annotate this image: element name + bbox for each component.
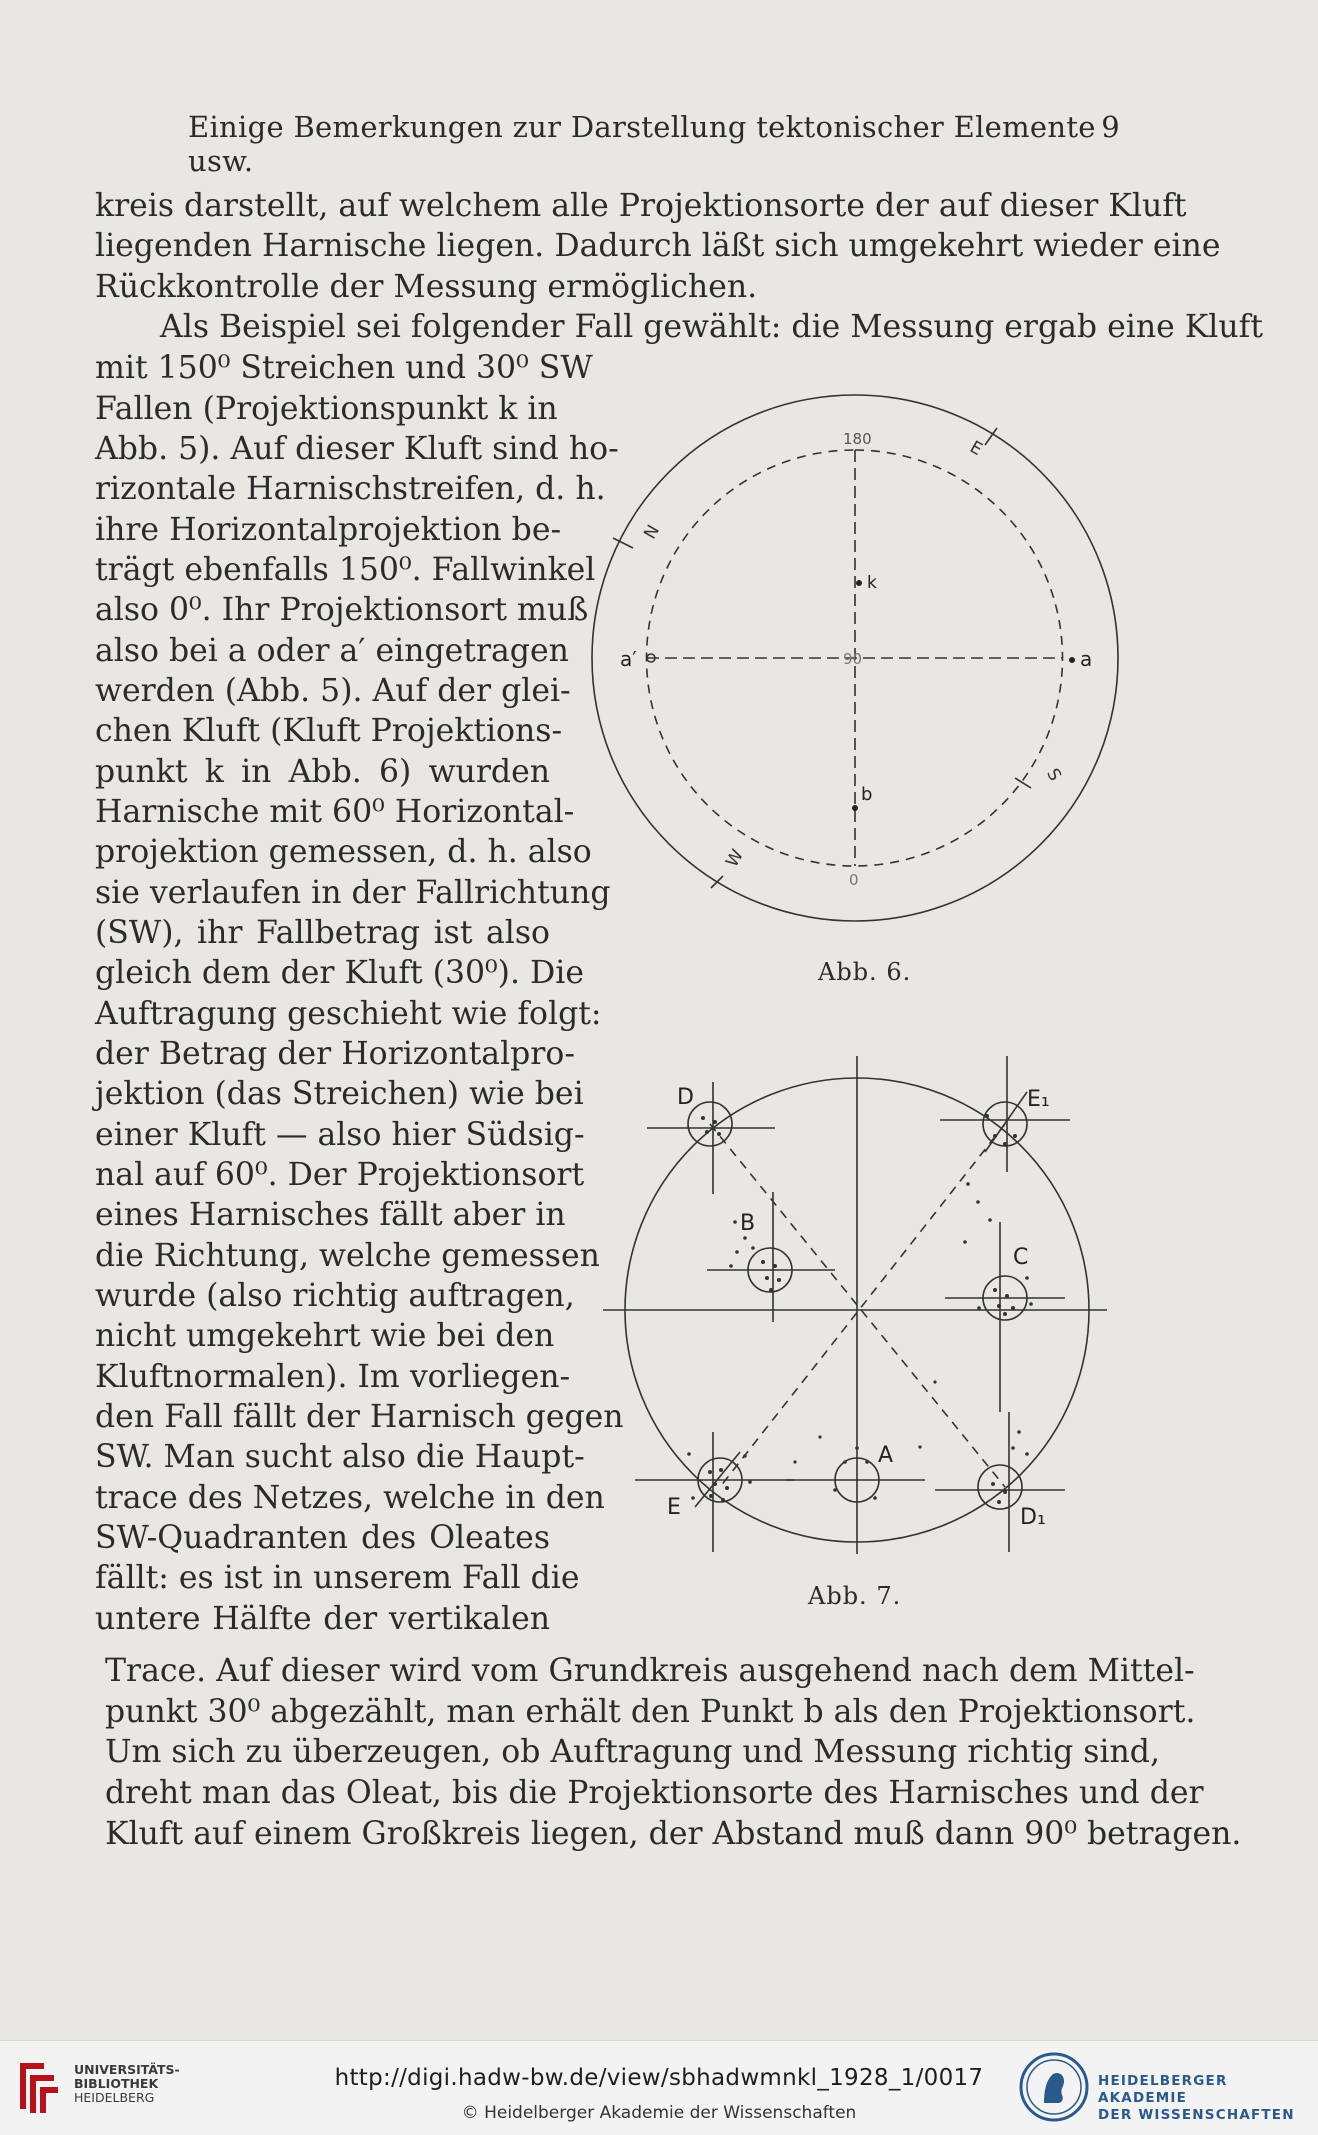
text-line: jektion (das Streichen) wie bei (95, 1076, 584, 1112)
text-line: gleich dem der Kluft (30⁰). Die (95, 955, 584, 991)
text-line: Trace. Auf dieser wird vom Grundkreis ausgehend nach dem Mittel- (105, 1653, 1195, 1689)
text-line: Fallen (Projektionspunkt k in (95, 391, 558, 427)
permalink-url[interactable]: http://digi.hadw-bw.de/view/sbhadwmnkl_1928_1/0017 (334, 2065, 984, 2091)
library-line-3: HEIDELBERG (74, 2090, 155, 2105)
fig7-label-b: B (740, 1211, 756, 1236)
fig6-point-b (852, 805, 858, 811)
text-line: Um sich zu überzeugen, ob Auftragung und Messung richtig sind, (105, 1734, 1160, 1770)
text-line: Als Beispiel sei folgender Fall gewählt: die Messung ergab eine Kluft (160, 309, 1263, 345)
text-line: dreht man das Oleat, bis die Projektionsorte des Harnisches und der (105, 1775, 1204, 1811)
text-line: Abb. 5). Auf dieser Kluft sind ho- (95, 431, 619, 467)
text-line: wurde (also richtig auftragen, (95, 1278, 575, 1314)
academy-line-1: HEIDELBERGER AKADEMIE (1098, 2073, 1228, 2106)
text-line: trägt ebenfalls 150⁰. Fallwinkel (95, 552, 596, 588)
footer-bar (0, 2040, 1318, 2135)
running-title: Einige Bemerkungen zur Darstellung tektonischer Elemente usw. (188, 110, 1096, 178)
text-line: nal auf 60⁰. Der Projektionsort (95, 1157, 585, 1193)
figure-6-stereonet (585, 388, 1130, 943)
fig7-label-e1: E₁ (1027, 1087, 1050, 1112)
text-line: SW. Man sucht also die Haupt- (95, 1439, 585, 1475)
fig7-label-a: A (878, 1443, 894, 1468)
text-line: chen Kluft (Kluft Projektions- (95, 713, 563, 749)
fig7-label-d1: D₁ (1020, 1505, 1046, 1530)
fig6-label-top: 180 (843, 430, 872, 448)
library-line-2: BIBLIOTHEK (74, 2076, 159, 2091)
text-line: also 0⁰. Ihr Projektionsort muß (95, 592, 589, 628)
fig6-label-k: k (867, 573, 877, 593)
text-line: projektion gemessen, d. h. also (95, 834, 592, 870)
text-line: Harnische mit 60⁰ Horizontal- (95, 794, 575, 830)
text-line: fällt: es ist in unserem Fall die (95, 1560, 580, 1596)
text-line: Auftragung geschieht wie folgt: (95, 996, 602, 1032)
text-line: (SW), ihr Fallbetrag ist also (95, 915, 550, 951)
text-line: die Richtung, welche gemessen (95, 1238, 600, 1274)
fig7-label-d: D (677, 1085, 694, 1110)
fig6-label-center: 90 (843, 650, 863, 668)
text-line: sie verlaufen in der Fallrichtung (95, 875, 611, 911)
text-line: punkt k in Abb. 6) wurden (95, 754, 550, 790)
text-line: den Fall fällt der Harnisch gegen (95, 1399, 624, 1435)
fig7-stipple-dots (687, 1114, 1033, 1504)
text-line: Kluftnormalen). Im vorliegen- (95, 1359, 571, 1395)
text-line: ihre Horizontalprojektion be- (95, 512, 562, 548)
text-line: kreis darstellt, auf welchem alle Projektionsorte der auf dieser Kluft (95, 188, 1187, 224)
text-line: rizontale Harnischstreifen, d. h. (95, 471, 606, 507)
fig6-label-a: a (1080, 647, 1093, 671)
text-line: eines Harnisches fällt aber in (95, 1197, 566, 1233)
page-number: 9 (1101, 110, 1120, 144)
text-line: werden (Abb. 5). Auf der glei- (95, 673, 571, 709)
fig6-point-a (1069, 657, 1075, 663)
text-line: nicht umgekehrt wie bei den (95, 1318, 555, 1354)
text-line: einer Kluft — also hier Südsig- (95, 1117, 585, 1153)
text-line: SW-Quadranten des Oleates (95, 1520, 550, 1556)
copyright-notice: © Heidelberger Akademie der Wissenschaften (461, 2103, 857, 2123)
figure-7-caption: Abb. 7. (808, 1582, 902, 1610)
figure-7-diagram (595, 1052, 1110, 1572)
fig6-tick-w (711, 876, 723, 888)
text-line: liegenden Harnische liegen. Dadurch läßt sich umgekehrt wieder eine (95, 228, 1221, 264)
fig6-label-a-prime: a′ (620, 647, 637, 671)
figure-6-caption: Abb. 6. (818, 958, 912, 986)
text-line: Kluft auf einem Großkreis liegen, der Abstand muß dann 90⁰ betragen. (105, 1816, 1242, 1852)
fig6-label-b: b (861, 784, 873, 805)
academy-line-2: DER WISSENSCHAFTEN (1098, 2107, 1295, 2123)
fig7-label-c: C (1013, 1245, 1029, 1270)
text-line: mit 150⁰ Streichen und 30⁰ SW (95, 350, 593, 386)
academy-seal-icon (1018, 2051, 1090, 2123)
text-line: punkt 30⁰ abgezählt, man erhält den Punkt b als den Projektionsort. (105, 1694, 1196, 1730)
fig7-label-e: E (667, 1495, 681, 1520)
text-line: trace des Netzes, welche in den (95, 1480, 605, 1516)
text-line: also bei a oder a′ eingetragen (95, 633, 569, 669)
fig6-label-e: E (966, 437, 986, 460)
running-header (180, 110, 1120, 178)
fig6-label-bottom: 0 (849, 871, 859, 889)
text-line: Rückkontrolle der Messung ermöglichen. (95, 269, 758, 305)
fig6-label-s: S (1042, 765, 1065, 785)
academy-name (1098, 2073, 1318, 2124)
fig6-point-k (856, 580, 862, 586)
fig7-diagonal-e (720, 1124, 1005, 1487)
fig6-label-w: W (722, 846, 748, 871)
text-line: der Betrag der Horizontalpro- (95, 1036, 575, 1072)
text-line: untere Hälfte der vertikalen (95, 1601, 550, 1637)
library-line-1: UNIVERSITÄTS- (74, 2062, 180, 2077)
fig6-label-n: N (640, 521, 664, 543)
